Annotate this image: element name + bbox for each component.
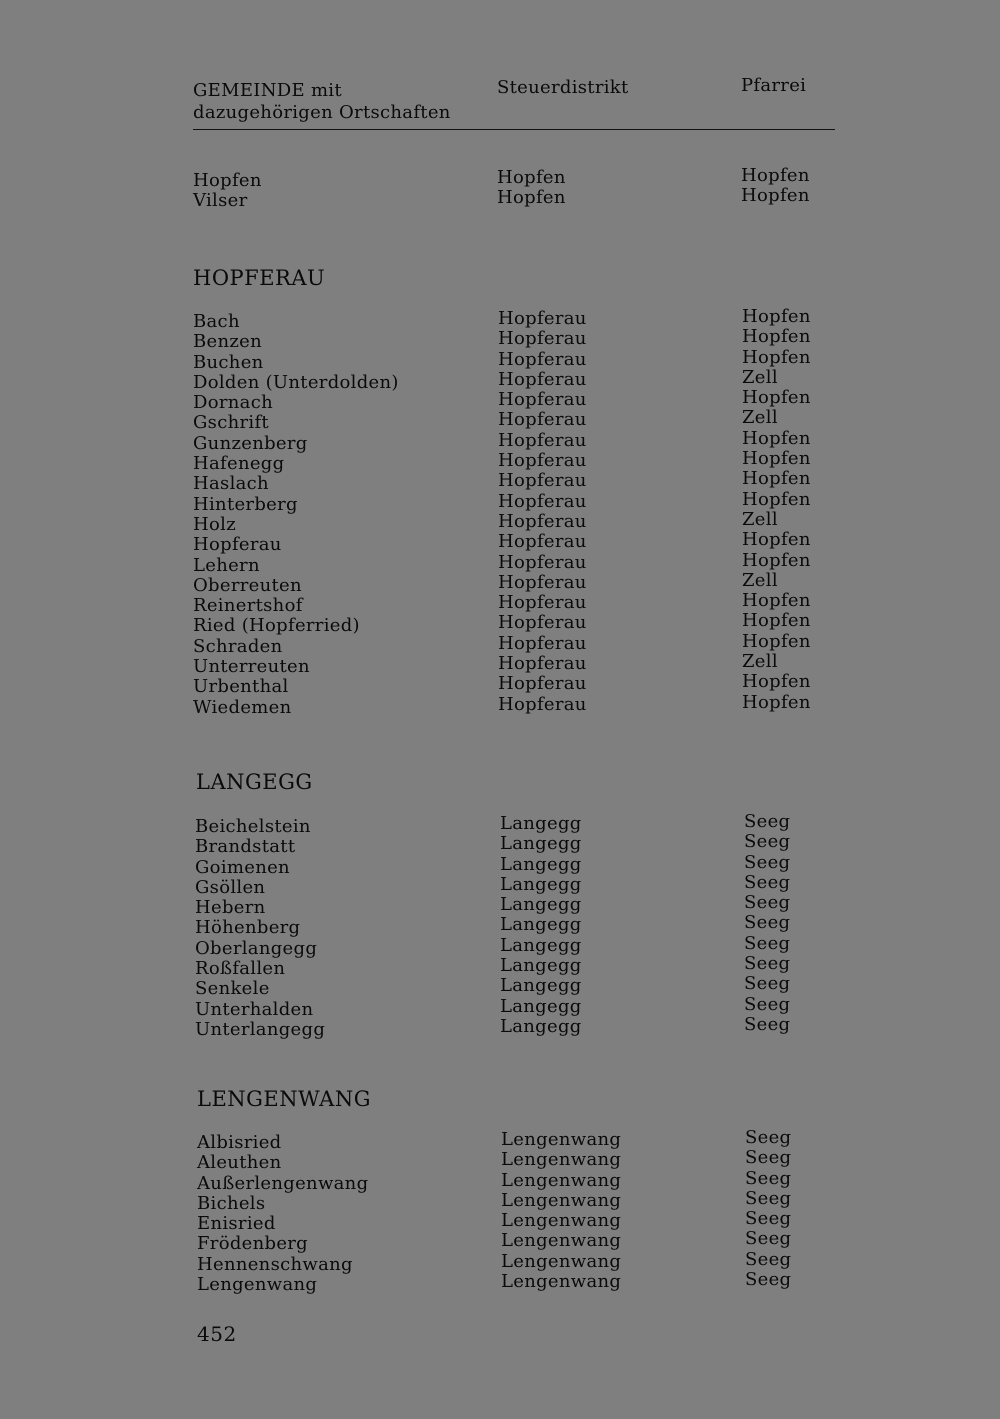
pfarrei-cell: Hopfen (741, 185, 810, 207)
steuerdistrikt-cell: Hopferau (498, 571, 587, 593)
ortschaft-cell: Unterhalden (195, 998, 314, 1020)
ortschaft-cell: Oberlangegg (195, 937, 318, 959)
steuerdistrikt-cell: Langegg (500, 1015, 582, 1037)
pfarrei-cell: Seeg (745, 1248, 792, 1270)
ortschaft-cell: Hafenegg (193, 453, 285, 475)
table-row (0, 1167, 1000, 1194)
ortschaft-cell: Gsöllen (195, 876, 266, 898)
ortschaft-cell: Aleuthen (197, 1152, 282, 1174)
ortschaft-cell: Reinertshof (193, 595, 303, 617)
ortschaft-cell: Brandstatt (195, 836, 296, 858)
steuerdistrikt-cell: Hopferau (498, 592, 587, 614)
steuerdistrikt-cell: Hopferau (498, 673, 587, 695)
table-row (0, 1248, 1000, 1275)
ortschaft-cell: Vilser (193, 190, 248, 212)
steuerdistrikt-cell: Langegg (500, 955, 582, 977)
table-row (0, 1013, 1000, 1040)
ortschaft-cell: Unterreuten (193, 656, 310, 678)
table-row (0, 1208, 1000, 1235)
ortschaft-cell: Buchen (193, 351, 264, 373)
pfarrei-cell: Seeg (745, 1228, 792, 1250)
ortschaft-cell: Goimenen (195, 856, 290, 878)
steuerdistrikt-cell: Langegg (500, 833, 582, 855)
steuerdistrikt-cell: Lengenwang (501, 1210, 622, 1232)
table-row (0, 1147, 1000, 1174)
ortschaft-cell: Dolden (Unterdolden) (193, 371, 399, 393)
steuerdistrikt-cell: Hopfen (497, 187, 566, 209)
ortschaft-cell: Bach (193, 311, 240, 332)
steuerdistrikt-cell: Langegg (500, 975, 582, 997)
ortschaft-cell: Wiedemen (193, 696, 292, 718)
pfarrei-cell: Seeg (744, 932, 791, 954)
pfarrei-cell: Hopfen (742, 326, 811, 348)
pfarrei-cell: Hopfen (741, 165, 810, 186)
pfarrei-cell: Seeg (745, 1127, 792, 1148)
pfarrei-cell: Hopfen (742, 468, 811, 490)
pfarrei-cell: Hopfen (742, 387, 811, 409)
steuerdistrikt-cell: Hopferau (498, 328, 587, 350)
steuerdistrikt-cell: Hopferau (498, 551, 587, 573)
ortschaft-cell: Schraden (193, 635, 283, 657)
pfarrei-cell: Seeg (744, 871, 791, 893)
steuerdistrikt-cell: Hopferau (498, 653, 587, 675)
ortschaft-cell: Hinterberg (193, 493, 298, 515)
ortschaft-cell: Gunzenberg (193, 432, 308, 454)
ortschaft-cell: Benzen (193, 331, 263, 353)
pfarrei-cell: Hopfen (742, 610, 811, 632)
pfarrei-cell: Seeg (744, 953, 791, 975)
pfarrei-cell: Seeg (745, 1167, 792, 1189)
pfarrei-cell: Zell (742, 366, 778, 388)
table-row (0, 1269, 1000, 1296)
steuerdistrikt-cell: Hopferau (498, 612, 587, 634)
table-row (0, 1127, 1000, 1153)
pfarrei-cell: Hopfen (742, 630, 811, 652)
ortschaft-cell: Bichels (197, 1192, 266, 1214)
column-header-gemeinde-line2: dazugehörigen Ortschaften (193, 102, 451, 123)
section-title: LENGENWANG (197, 1087, 371, 1111)
steuerdistrikt-cell: Hopferau (498, 531, 587, 553)
steuerdistrikt-cell: Hopferau (498, 409, 587, 431)
steuerdistrikt-cell: Lengenwang (501, 1230, 622, 1252)
pfarrei-cell: Hopfen (742, 448, 811, 470)
table-row (0, 1228, 1000, 1255)
steuerdistrikt-cell: Hopferau (498, 693, 587, 715)
table-row (0, 1187, 1000, 1214)
ortschaft-cell: Urbenthal (193, 676, 289, 698)
pfarrei-cell: Hopfen (742, 549, 811, 571)
section-title: HOPFERAU (193, 266, 326, 290)
pfarrei-cell: Hopfen (742, 590, 811, 612)
steuerdistrikt-cell: Hopferau (498, 389, 587, 411)
page-number: 452 (197, 1322, 237, 1346)
steuerdistrikt-cell: Hopferau (498, 470, 587, 492)
ortschaft-cell: Höhenberg (195, 917, 301, 939)
pfarrei-cell: Seeg (744, 912, 791, 934)
steuerdistrikt-cell: Langegg (500, 853, 582, 875)
ortschaft-cell: Lehern (193, 554, 260, 576)
pfarrei-cell: Seeg (745, 1269, 792, 1291)
steuerdistrikt-cell: Langegg (500, 873, 582, 895)
ortschaft-cell: Gschrift (193, 412, 269, 434)
ortschaft-cell: Hebern (195, 897, 266, 919)
pfarrei-cell: Hopfen (742, 306, 811, 327)
ortschaft-cell: Roßfallen (195, 958, 286, 980)
pfarrei-cell: Seeg (744, 831, 791, 853)
steuerdistrikt-cell: Lengenwang (501, 1129, 622, 1150)
pfarrei-cell: Zell (742, 508, 778, 530)
steuerdistrikt-cell: Hopferau (498, 308, 587, 329)
ortschaft-cell: Albisried (197, 1132, 282, 1153)
pfarrei-cell: Seeg (744, 973, 791, 995)
ortschaft-cell: Ried (Hopferried) (193, 615, 360, 637)
steuerdistrikt-cell: Langegg (500, 894, 582, 916)
steuerdistrikt-cell: Hopferau (498, 429, 587, 451)
ortschaft-cell: Hennenschwang (197, 1253, 353, 1275)
pfarrei-cell: Zell (742, 407, 778, 429)
pfarrei-cell: Seeg (744, 993, 791, 1015)
pfarrei-cell: Seeg (745, 1187, 792, 1209)
ortschaft-cell: Frödenberg (197, 1233, 308, 1255)
steuerdistrikt-cell: Langegg (500, 995, 582, 1017)
section-title: LANGEGG (196, 770, 313, 794)
ortschaft-cell: Enisried (197, 1213, 276, 1235)
ortschaft-cell: Hopferau (193, 534, 282, 556)
pfarrei-cell: Seeg (745, 1147, 792, 1169)
steuerdistrikt-cell: Hopferau (498, 348, 587, 370)
steuerdistrikt-cell: Hopferau (498, 450, 587, 472)
column-header-pfarrei: Pfarrei (741, 75, 807, 96)
section-rows (0, 165, 1000, 212)
steuerdistrikt-cell: Lengenwang (501, 1271, 622, 1293)
steuerdistrikt-cell: Lengenwang (501, 1189, 622, 1211)
steuerdistrikt-cell: Lengenwang (501, 1169, 622, 1191)
pfarrei-cell: Seeg (744, 892, 791, 914)
ortschaft-cell: Beichelstein (195, 816, 311, 837)
column-header-gemeinde-line1: GEMEINDE mit (193, 80, 342, 101)
ortschaft-cell: Außerlengenwang (197, 1172, 369, 1194)
section-rows (0, 1127, 1000, 1296)
steuerdistrikt-cell: Hopferau (498, 632, 587, 654)
pfarrei-cell: Seeg (744, 851, 791, 873)
section-rows (0, 306, 1000, 718)
section-rows (0, 811, 1000, 1040)
ortschaft-cell: Holz (193, 513, 236, 535)
steuerdistrikt-cell: Langegg (500, 914, 582, 936)
pfarrei-cell: Hopfen (742, 529, 811, 551)
header-rule (193, 129, 835, 130)
pfarrei-cell: Hopfen (742, 346, 811, 368)
column-header-gemeinde (193, 80, 451, 124)
ortschaft-cell: Hopfen (193, 170, 262, 191)
ortschaft-cell: Unterlangegg (195, 1018, 326, 1040)
pfarrei-cell: Zell (742, 569, 778, 591)
pfarrei-cell: Seeg (744, 811, 791, 832)
pfarrei-cell: Hopfen (742, 691, 811, 713)
pfarrei-cell: Seeg (745, 1208, 792, 1230)
ortschaft-cell: Lengenwang (197, 1274, 318, 1296)
steuerdistrikt-cell: Hopferau (498, 510, 587, 532)
steuerdistrikt-cell: Langegg (500, 813, 582, 834)
table-row (0, 691, 1000, 718)
steuerdistrikt-cell: Lengenwang (501, 1250, 622, 1272)
pfarrei-cell: Hopfen (742, 488, 811, 510)
pfarrei-cell: Zell (742, 651, 778, 673)
ortschaft-cell: Haslach (193, 473, 269, 495)
steuerdistrikt-cell: Hopferau (498, 490, 587, 512)
pfarrei-cell: Hopfen (742, 427, 811, 449)
ortschaft-cell: Dornach (193, 392, 273, 414)
pfarrei-cell: Seeg (744, 1013, 791, 1035)
steuerdistrikt-cell: Lengenwang (501, 1149, 622, 1171)
steuerdistrikt-cell: Langegg (500, 934, 582, 956)
ortschaft-cell: Senkele (195, 978, 270, 1000)
pfarrei-cell: Hopfen (742, 671, 811, 693)
ortschaft-cell: Oberreuten (193, 574, 302, 596)
steuerdistrikt-cell: Hopferau (498, 368, 587, 390)
steuerdistrikt-cell: Hopfen (497, 167, 566, 188)
table-row (0, 185, 1000, 212)
column-header-steuerdistrikt: Steuerdistrikt (497, 77, 629, 98)
